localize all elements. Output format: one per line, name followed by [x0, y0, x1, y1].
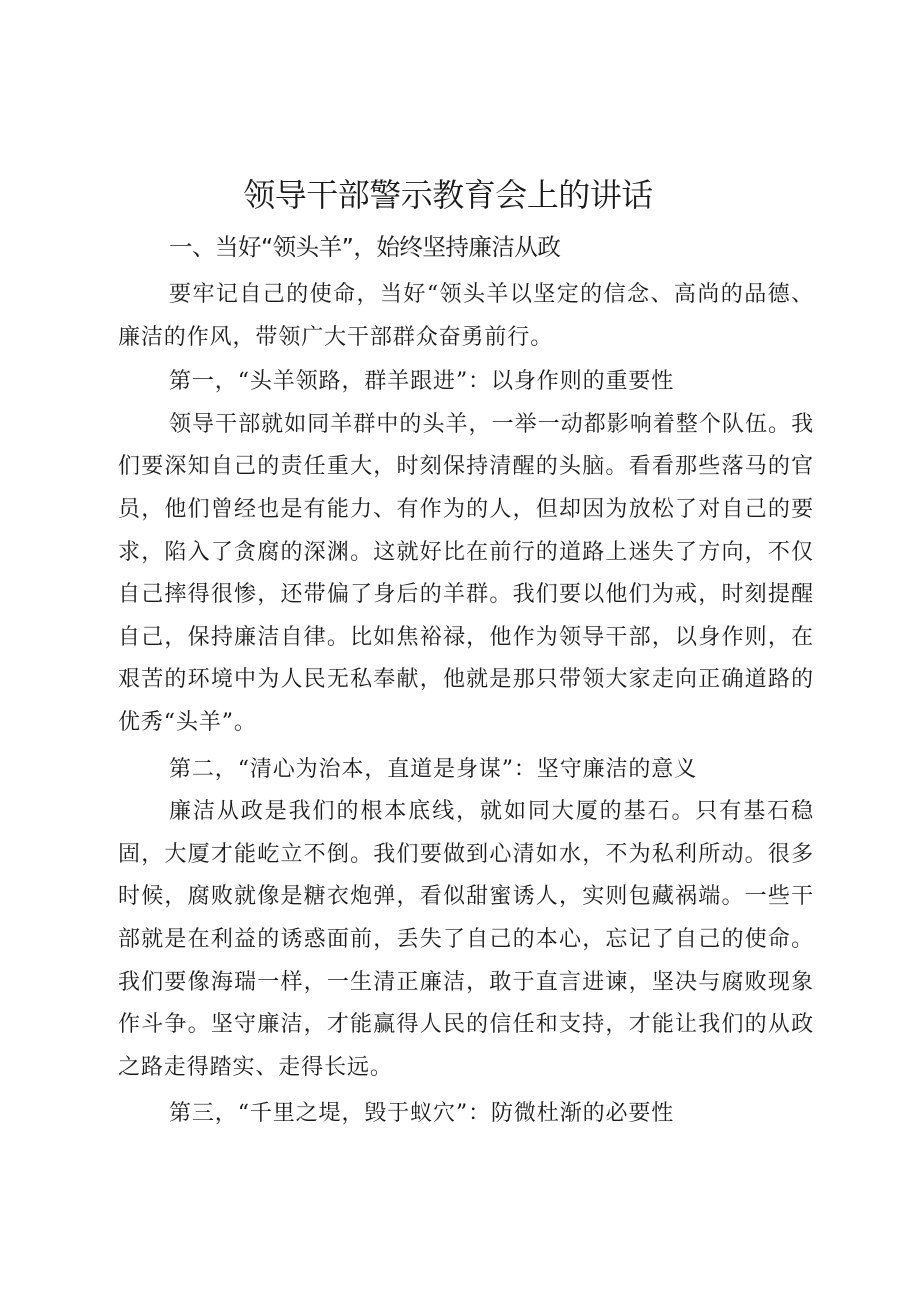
document-title: 领导干部警示教育会上的讲话: [243, 176, 653, 214]
intro-paragraph: 要牢记自己的使命，当好“领头羊以坚定的信念、高尚的品德、廉洁的作风，带领广大干部群众奋勇前行。: [118, 282, 814, 350]
section-heading: 一、当好“领头羊”，始终坚持廉洁从政: [169, 233, 561, 261]
point-2-body: 廉洁从政是我们的根本底线，就如同大厦的基石。只有基石稳固，大厦才能屹立不倒。我们要做到心清如水，不为私利所动。很多时候，腐败就像是糖衣炮弹，看似甜蜜诱人，实则包藏祸端。一些干部就是在利益的诱惑面前，丢失了自己的本心，忘记了自己的使命。我们要像海瑞一样，一生清正廉洁，敢于直言进谏，坚决与腐败现象作斗争。坚守廉洁，才能赢得人民的信任和支持，才能让我们的从政之路走得踏实、走得长远。: [118, 799, 814, 1080]
point-1-body: 领导干部就如同羊群中的头羊，一举一动都影响着整个队伍。我们要深知自己的责任重大，时刻保持清醒的头脑。看看那些落马的官员，他们曾经也是有能力、有作为的人，但却因为放松了对自己的要求，陷入了贪腐的深渊。这就好比在前行的道路上迷失了方向，不仅自己摔得很惨，还带偏了身后的羊群。我们要以他们为戒，时刻提醒自己，保持廉洁自律。比如焦裕禄，他作为领导干部，以身作则，在艰苦的环境中为人民无私奉献，他就是那只带领大家走向正确道路的优秀“头羊”。: [118, 411, 814, 735]
point-3-subheading: 第三，“千里之堤，毁于蚁穴”：防微杜渐的必要性: [169, 1101, 675, 1127]
document-page: [118, 170, 814, 1136]
point-1-subheading: 第一，“头羊领路，群羊跟进”：以身作则的重要性: [169, 369, 675, 395]
point-2-subheading: 第二，“清心为治本，直道是身谋”：坚守廉洁的意义: [169, 756, 698, 782]
